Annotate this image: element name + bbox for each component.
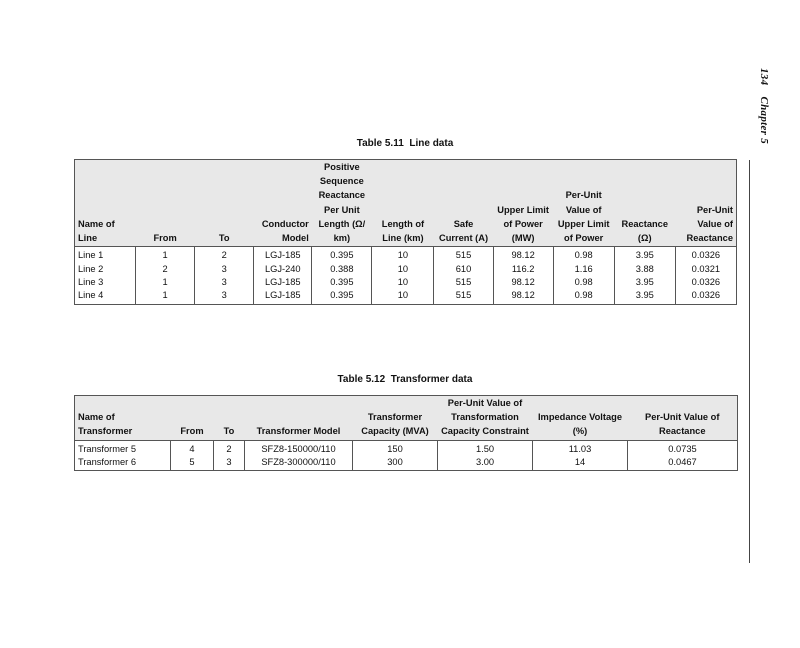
col-header-reactance: Reactance (Ω) [614,160,675,247]
table-cell: 515 [434,289,493,304]
table-cell: 0.395 [312,289,372,304]
table-5-12-title: Transformer data [390,374,473,385]
chapter-label: Chapter 5 [758,96,770,145]
table-cell: 4 [171,440,214,456]
table-cell: 0.98 [553,276,614,289]
table-cell: 1.50 [438,440,533,456]
table-cell: 5 [171,456,214,471]
table-cell: Line 2 [78,263,104,274]
table-cell: 150 [353,440,438,456]
table-cell: 3.00 [438,456,533,471]
col-header-reactance-per-length: Positive Sequence Reactance Per Unit Length (Ω/ km) [312,160,372,247]
table-cell: 1.16 [553,263,614,276]
table-cell: 98.12 [493,289,553,304]
table-cell: 3.88 [614,263,675,276]
col-header-transformer-model: Transformer Model [245,396,353,441]
running-header [758,68,770,188]
table-5-12-label: Table 5.12 [337,374,386,385]
table-cell: 300 [353,456,438,471]
col-header-upper-power: Upper Limit of Power (MW) [493,160,553,247]
table-cell: 98.12 [493,247,553,263]
table-cell: 515 [434,247,493,263]
table-cell: 1 [136,247,195,263]
col-header-pu-upper-power: Per-Unit Value of Upper Limit of Power [553,160,614,247]
margin-rule [749,160,750,563]
table-cell: 2 [195,247,254,263]
table-cell: 3 [195,263,254,276]
table-header-row [75,160,737,247]
col-header-conductor-model: Conductor Model [254,160,312,247]
table-row [75,440,738,456]
table-cell: SFZ8-300000/110 [245,456,353,471]
table-cell: 0.0467 [628,456,738,471]
col-header-capacity: Transformer Capacity (MVA) [353,396,438,441]
table-cell: 3 [195,289,254,304]
table-cell: Transformer 5 [78,443,137,454]
table-cell: 98.12 [493,276,553,289]
table-5-12-caption [74,374,736,385]
table-5-11-label: Table 5.11 [356,138,404,149]
table-cell: Line 4 [78,290,104,301]
table-cell: 0.0326 [675,276,736,289]
table-cell: SFZ8-150000/110 [245,440,353,456]
table-row [75,456,738,471]
col-header-from: From [171,396,214,441]
table-cell: 10 [372,276,434,289]
table-cell: 1 [136,276,195,289]
table-cell: 0.0326 [675,247,736,263]
col-header-from: From [136,160,195,247]
table-cell: 0.0321 [675,263,736,276]
col-header-pu-capacity-constraint: Per-Unit Value of Transformation Capacity Constraint [438,396,533,441]
table-cell: 3 [214,456,245,471]
table-cell: 0.395 [312,276,372,289]
col-header-to: To [214,396,245,441]
col-header-length: Length of Line (km) [372,160,434,247]
table-cell: Line 3 [78,277,104,288]
table-header-row [75,396,738,441]
table-cell: 10 [372,263,434,276]
transformer-data-table [74,395,738,471]
table-cell: 10 [372,289,434,304]
table-cell: 610 [434,263,493,276]
table-cell: 1 [136,289,195,304]
col-header-pu-reactance: Per-Unit Value of Reactance [628,396,738,441]
table-5-11-title: Line data [409,138,454,149]
table-cell: LGJ-185 [254,289,312,304]
table-cell: 0.388 [312,263,372,276]
table-cell: 11.03 [533,440,628,456]
table-5-11-caption [74,138,736,149]
table-cell: 3.95 [614,289,675,304]
table-cell: LGJ-185 [254,247,312,263]
table-cell: 2 [214,440,245,456]
table-cell: 116.2 [493,263,553,276]
col-header-safe-current: Safe Current (A) [434,160,493,247]
table-row [75,263,737,276]
col-header-to: To [195,160,254,247]
table-cell: 2 [136,263,195,276]
col-header-pu-reactance: Per-Unit Value of Reactance [675,160,736,247]
table-cell: 0.0735 [628,440,738,456]
table-cell: 0.98 [553,247,614,263]
table-row [75,276,737,289]
table-cell: LGJ-240 [254,263,312,276]
table-row [75,289,737,304]
table-cell: Line 1 [78,250,104,261]
table-cell: 10 [372,247,434,263]
table-cell: 3 [195,276,254,289]
line-data-table [74,159,737,305]
table-row [75,247,737,263]
col-header-name: Name of Line [75,160,136,247]
table-cell: 3.95 [614,247,675,263]
table-cell: 3.95 [614,276,675,289]
table-cell: 0.395 [312,247,372,263]
table-cell: 14 [533,456,628,471]
col-header-name: Name of Transformer [75,396,171,441]
col-header-impedance-voltage: Impedance Voltage (%) [533,396,628,441]
table-cell: 0.0326 [675,289,736,304]
table-cell: 515 [434,276,493,289]
table-cell: 0.98 [553,289,614,304]
table-cell: Transformer 6 [78,457,137,468]
table-cell: LGJ-185 [254,276,312,289]
page-number: 134 [758,68,770,86]
